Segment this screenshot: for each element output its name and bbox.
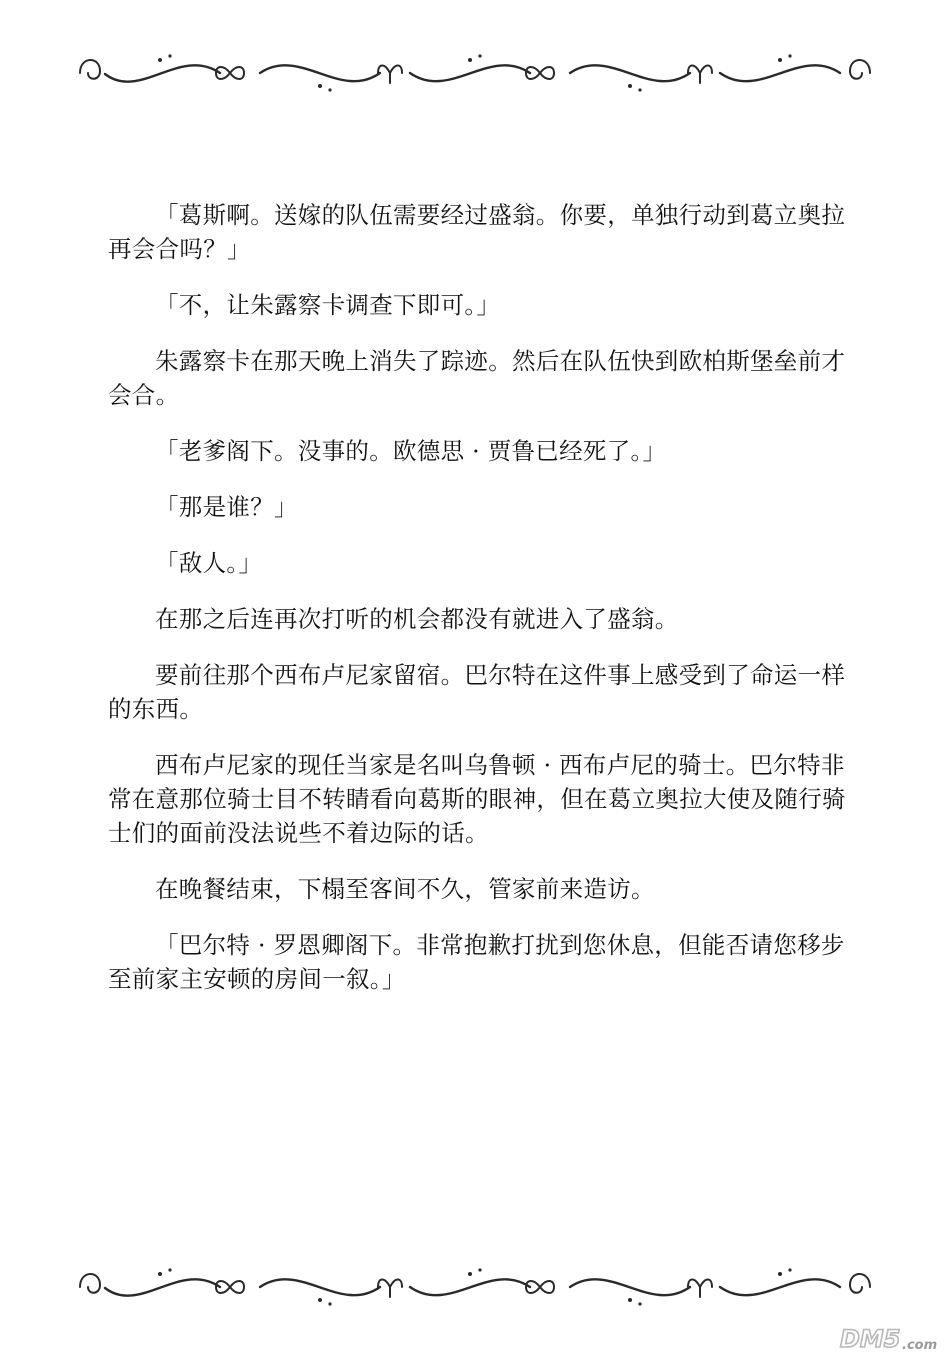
watermark-suffix: .com xyxy=(902,1338,938,1353)
paragraph: 在那之后连再次打听的机会都没有就进入了盛翁。 xyxy=(155,605,679,633)
paragraph: 朱露察卡在那天晚上消失了踪迹。然后在队伍快到欧柏斯堡垒前才会合。 xyxy=(108,347,846,409)
paragraph: 西布卢尼家的现任当家是名叫乌鲁顿 · 西布卢尼的骑士。巴尔特非常在意那位骑士目不转睛看向葛斯的眼神，但在葛立奥拉大使及随行骑士们的面前没法说些不着边际的话。 xyxy=(108,751,846,847)
paragraph: 在晚餐结束，下榻至客间不久，管家前来造访。 xyxy=(155,875,655,903)
paragraph: 「老爹阁下。没事的。欧德思 · 贾鲁已经死了。」 xyxy=(155,437,667,465)
paragraph: 「葛斯啊。送嫁的队伍需要经过盛翁。你要，单独行动到葛立奥拉再会合吗？」 xyxy=(108,201,846,263)
paragraph: 「不，让朱露察卡调查下即可。」 xyxy=(155,291,501,319)
watermark-text: DM5 xyxy=(840,1325,901,1353)
bottom-ornamental-border xyxy=(60,1260,890,1314)
paragraph: 要前往那个西布卢尼家留宿。巴尔特在这件事上感受到了命运一样的东西。 xyxy=(108,661,846,723)
paragraph: 「那是谁？」 xyxy=(155,493,298,521)
body-text xyxy=(108,198,850,1018)
paragraph: 「敌人。」 xyxy=(155,549,263,577)
paragraph: 「巴尔特 · 罗恩卿阁下。非常抱歉打扰到您休息，但能否请您移步至前家主安顿的房间一叙。」 xyxy=(108,931,845,993)
top-ornamental-border xyxy=(60,46,890,100)
dm5-watermark-logo xyxy=(838,1322,944,1354)
